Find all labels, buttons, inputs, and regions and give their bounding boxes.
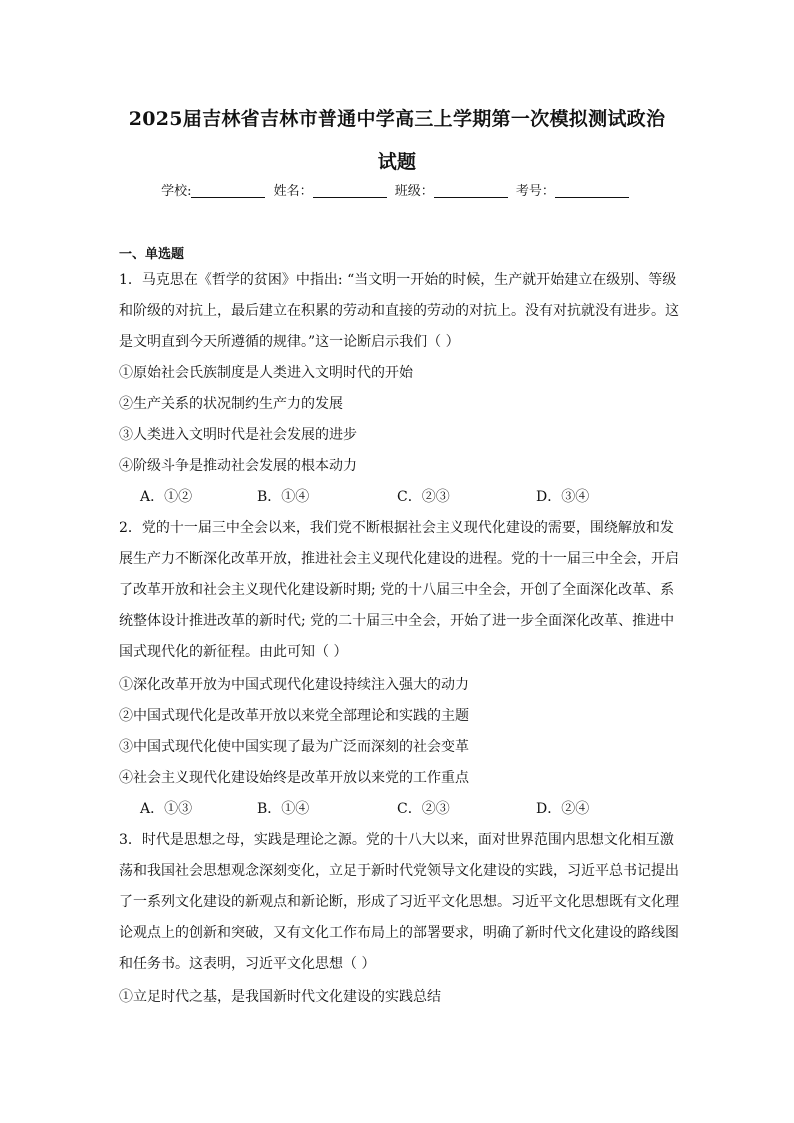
q2-stem-line-5: 国式现代化的新征程。由此可知（ ）	[119, 644, 348, 660]
q1-stem-line-2: 和阶级的对抗上，最后建立在积累的劳动和直接的劳动的对抗上。没有对抗就没有进步。这	[119, 303, 679, 319]
q1-statement-1: ①原始社会氏族制度是人类进入文明时代的开始	[119, 365, 413, 381]
q2-stem-line-1: 2．党的十一届三中全会以来，我们党不断根据社会主义现代化建设的需要，围绕解放和发	[119, 520, 674, 536]
document-title-line-1: 2025届吉林省吉林市普通中学高三上学期第一次模拟测试政治	[128, 108, 666, 130]
q2-statement-4: ④社会主义现代化建设始终是改革开放以来党的工作重点	[119, 770, 469, 786]
q2-option-a[interactable]: A．①③	[140, 801, 193, 817]
q2-statement-1: ①深化改革开放为中国式现代化建设持续注入强大的动力	[119, 677, 469, 693]
class-blank[interactable]	[434, 184, 508, 198]
q2-option-c[interactable]: C．②③	[397, 801, 450, 817]
class-label: 班级：	[394, 184, 434, 199]
q3-stem-line-5: 和任务书。这表明，习近平文化思想（ ）	[119, 956, 376, 972]
q3-stem-line-1: 3．时代是思想之母，实践是理论之源。党的十八大以来，面对世界范围内思想文化相互激	[119, 832, 674, 848]
document-title-line-2: 试题	[377, 151, 417, 173]
q2-stem-line-4: 统整体设计推进改革的新时代; 党的二十届三中全会，开始了进一步全面深化改革、推进中	[119, 613, 675, 629]
q2-option-d[interactable]: D．②④	[536, 801, 590, 817]
name-label: 姓名：	[273, 184, 313, 199]
exam-number-blank[interactable]	[555, 184, 629, 198]
q3-stem-line-3: 了一系列文化建设的新观点和新论断，形成了习近平文化思想。习近平文化思想既有文化理	[119, 894, 679, 910]
student-info-row	[0, 180, 794, 199]
q2-statement-3: ③中国式现代化使中国实现了最为广泛而深刻的社会变革	[119, 739, 469, 755]
q3-stem-line-4: 论观点上的创新和突破，又有文化工作布局上的部署要求，明确了新时代文化建设的路线图	[119, 925, 679, 941]
q1-statement-2: ②生产关系的状况制约生产力的发展	[119, 396, 343, 412]
school-label: 学校:	[161, 184, 192, 199]
q1-option-c[interactable]: C．②③	[397, 489, 450, 505]
section-heading: 一、单选题	[119, 247, 185, 262]
q3-stem-line-2: 荡和我国社会思想观念深刻变化，立足于新时代党领导文化建设的实践，习近平总书记提出	[119, 863, 679, 879]
q1-statement-4: ④阶级斗争是推动社会发展的根本动力	[119, 458, 357, 474]
q1-option-a[interactable]: A．①②	[140, 489, 193, 505]
name-blank[interactable]	[313, 184, 387, 198]
q2-statement-2: ②中国式现代化是改革开放以来党全部理论和实践的主题	[119, 708, 469, 724]
q2-stem-line-3: 了改革开放和社会主义现代化建设新时期; 党的十八届三中全会，开创了全面深化改革、系	[119, 582, 675, 598]
q1-stem-line-1: 1．马克思在《哲学的贫困》中指出: “当文明一开始的时候，生产就开始建立在级别、等级	[119, 272, 677, 288]
q1-stem-line-3: 是文明直到今天所遵循的规律。”这一论断启示我们（ ）	[119, 334, 460, 350]
q2-stem-line-2: 展生产力不断深化改革开放，推进社会主义现代化建设的进程。党的十一届三中全会，开启	[119, 551, 679, 567]
exam-number-label: 考号：	[515, 184, 555, 199]
q1-option-b[interactable]: B．①④	[257, 489, 310, 505]
q1-statement-3: ③人类进入文明时代是社会发展的进步	[119, 427, 357, 443]
q3-statement-1: ①立足时代之基，是我国新时代文化建设的实践总结	[119, 989, 441, 1005]
q1-option-d[interactable]: D．③④	[536, 489, 590, 505]
q2-option-b[interactable]: B．①④	[257, 801, 310, 817]
school-blank[interactable]	[191, 184, 265, 198]
